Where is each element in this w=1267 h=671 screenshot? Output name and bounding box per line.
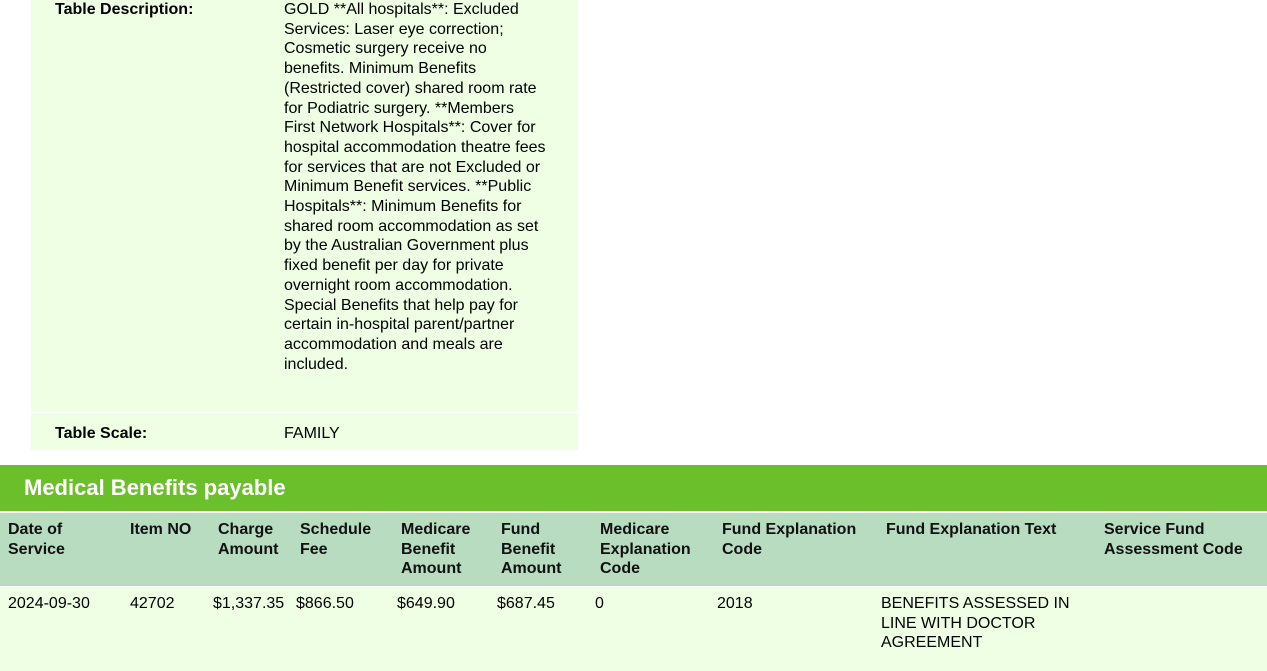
col-header-item-no: Item NO <box>130 521 192 538</box>
col-header-fund-benefit-amount: Fund Benefit Amount <box>501 521 562 578</box>
cell-fund-explanation-code: 2018 <box>717 595 753 612</box>
cell-date-of-service: 2024-09-30 <box>8 595 90 612</box>
table-description-label: Table Description: <box>55 1 194 18</box>
col-header-schedule-fee: Schedule Fee <box>300 521 372 558</box>
column-header-row <box>0 513 1267 586</box>
col-header-fund-explanation-code: Fund Explanation Code <box>722 521 857 558</box>
cell-schedule-fee: $866.50 <box>296 595 354 612</box>
cell-fund-explanation-text: BENEFITS ASSESSED IN LINE WITH DOCTOR AGREEMENT <box>881 595 1070 652</box>
table-scale-row <box>31 413 578 451</box>
cell-item-no: 42702 <box>130 595 175 612</box>
cell-charge-amount: $1,337.35 <box>213 595 285 612</box>
col-header-fund-explanation-text: Fund Explanation Text <box>886 521 1057 538</box>
col-header-charge-amount: Charge Amount <box>218 521 279 558</box>
col-header-medicare-explanation-code: Medicare Explanation Code <box>600 521 691 578</box>
table-row <box>0 587 1267 671</box>
col-header-date-of-service: Date of Service <box>8 521 65 558</box>
col-header-service-fund-assessment-code: Service Fund Assessment Code <box>1104 521 1243 558</box>
table-scale-label: Table Scale: <box>55 425 148 442</box>
col-header-medicare-benefit-amount: Medicare Benefit Amount <box>401 521 471 578</box>
cell-medicare-explanation-code: 0 <box>595 595 604 612</box>
cell-medicare-benefit-amount: $649.90 <box>397 595 455 612</box>
policy-info-table <box>31 0 578 451</box>
table-description-row <box>31 0 578 413</box>
section-title: Medical Benefits payable <box>0 465 1267 511</box>
table-description-value: GOLD **All hospitals**: Excluded Services: Laser eye correction; Cosmetic surgery receive no benefits. Minimum Benefits (Restricted cover) shared room rate for Podiatric surgery. **Members First Network Hospitals**: Cover for hospital accommodation theatre fees for services that are not Excluded or Minimum Benefit services. **Public Hospitals**: Minimum Benefits for shared room accommodation as set by the Australian Government plus fixed benefit per day for private overnight room accommodation. Special Benefits that help pay for certain in-hospital parent/partner accommodation and meals are included. <box>284 1 546 373</box>
cell-fund-benefit-amount: $687.45 <box>497 595 555 612</box>
table-scale-value: FAMILY <box>284 425 340 442</box>
